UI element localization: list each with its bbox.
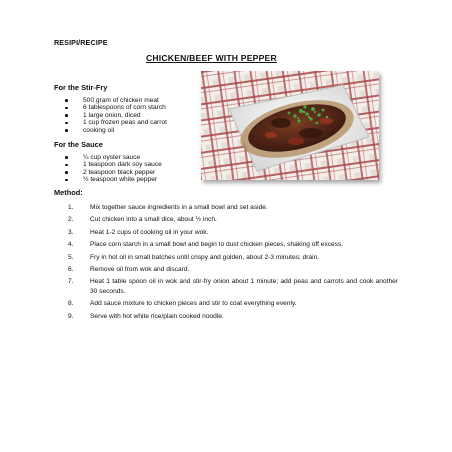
bullet-icon <box>65 129 68 132</box>
bullet-icon <box>65 179 68 182</box>
list-item: 5. Fry in hot oil in small batches until crispy and golden, about 2-3 minutes; drain. <box>68 253 320 261</box>
sauce-list <box>54 154 162 184</box>
sauce-heading: For the Sauce <box>54 140 103 149</box>
list-item: 6 tablespoons of corn starch <box>54 104 167 111</box>
list-item: 2. Cut chicken into a small dice, about ½ inch. <box>68 216 217 224</box>
dish-photo-icon <box>201 71 379 180</box>
stir-fry-heading: For the Stir-Fry <box>54 83 108 92</box>
dish-photo <box>201 71 379 180</box>
document-label: RESIPI/RECIPE <box>54 38 108 47</box>
stir-fry-list <box>54 97 167 134</box>
bullet-icon <box>65 171 68 174</box>
list-item: 6. Remove oil from wok and discard. <box>68 266 190 274</box>
list-item: 1. Mix together sauce ingredients in a small bowl and set aside. <box>68 204 268 211</box>
bullet-icon <box>65 114 68 117</box>
list-item: ½ teaspoon white pepper <box>54 176 162 183</box>
list-item: 8. Add sauce mixture to chicken pieces and stir to coat everything evenly. <box>68 300 297 308</box>
method-steps <box>54 203 398 321</box>
list-item: 1 teaspoon dark soy sauce <box>54 161 162 168</box>
list-item: 4. Place corn starch in a small bowl and begin to dust chicken pieces, shaking off excess. <box>68 241 344 249</box>
bullet-icon <box>65 164 68 167</box>
list-item: ¼ cup oyster sauce <box>54 154 162 161</box>
list-item: 1 cup frozen peas and carrot <box>54 119 167 126</box>
list-item: 9. Serve with hot white rice/plain cooked noodle. <box>68 312 224 320</box>
method-heading: Method: <box>54 188 83 197</box>
bullet-icon <box>65 99 68 102</box>
bullet-icon <box>65 122 68 125</box>
bullet-icon <box>65 156 68 159</box>
list-item: 2 teaspoon black pepper <box>54 169 162 176</box>
recipe-title: CHICKEN/BEEF WITH PEPPER <box>146 53 277 63</box>
list-item: 3. Heat 1-2 cups of cooking oil in your wok. <box>68 228 209 236</box>
bullet-icon <box>65 107 68 110</box>
list-item: 7. Heat 1 table spoon oil in wok and stir-fry onion about 1 minute; add peas and carrots and cook another 30 seconds. <box>68 278 398 295</box>
list-item: cooking oil <box>54 127 167 134</box>
list-item: 1 large onion, diced <box>54 112 167 119</box>
list-item: 500 gram of chicken meat <box>54 97 167 104</box>
